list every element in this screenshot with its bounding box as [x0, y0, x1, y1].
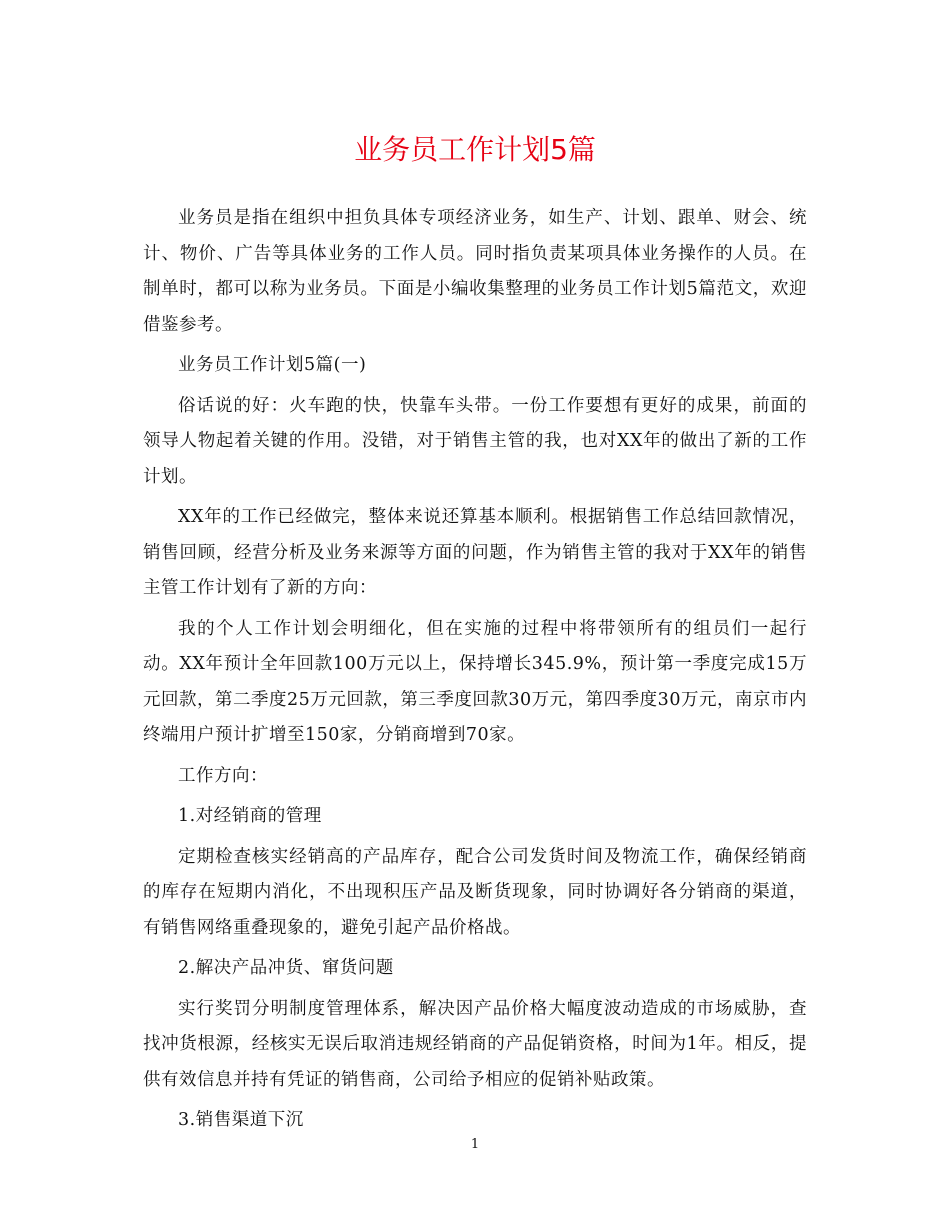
paragraph: 实行奖罚分明制度管理体系，解决因产品价格大幅度波动造成的市场威胁，查找冲货根源，经核实无误后取消违规经销商的产品促销资格，时间为1年。相反，提供有效信息并持有凭证的销售商，公司给予相应的促销补贴政策。: [143, 998, 807, 1090]
paragraph: 俗话说的好：火车跑的快，快靠车头带。一份工作要想有更好的成果，前面的领导人物起着关键的作用。没错，对于销售主管的我，也对XX年的做出了新的工作计划。: [143, 395, 807, 487]
list-item-heading: 3.销售渠道下沉: [178, 1110, 304, 1130]
document-body: [143, 201, 807, 1144]
subheading-work-direction: 工作方向：: [178, 765, 268, 786]
paragraph: 我的个人工作计划会明细化，但在实施的过程中将带领所有的组员们一起行动。XX年预计全年回款100万元以上，保持增长345.9%，预计第一季度完成15万元回款，第二季度25万元回款，第三季度回款30万元，第四季度30万元，南京市内终端用户预计扩增至150家，分销商增到70家。: [143, 618, 807, 745]
paragraph: 定期检查核实经销高的产品库存，配合公司发货时间及物流工作，确保经销商的库存在短期内消化，不出现积压产品及断货现象，同时协调好各分销商的渠道，有销售网络重叠现象的，避免引起产品价格战。: [143, 846, 807, 938]
list-item-heading: 2.解决产品冲货、窜货问题: [178, 958, 394, 978]
section-heading-1: 业务员工作计划5篇(一): [178, 355, 367, 375]
page-number: 1: [470, 1137, 480, 1152]
document-title: 业务员工作计划5篇: [354, 133, 596, 166]
list-item-heading: 1.对经销商的管理: [178, 806, 322, 826]
paragraph-intro: 业务员是指在组织中担负具体专项经济业务，如生产、计划、跟单、财会、统计、物价、广告等具体业务的工作人员。同时指负责某项具体业务操作的人员。在制单时，都可以称为业务员。下面是小编收集整理的业务员工作计划5篇范文，欢迎借鉴参考。: [143, 208, 807, 335]
paragraph: XX年的工作已经做完，整体来说还算基本顺利。根据销售工作总结回款情况，销售回顾，经营分析及业务来源等方面的问题，作为销售主管的我对于XX年的销售主管工作计划有了新的方向：: [143, 507, 807, 598]
